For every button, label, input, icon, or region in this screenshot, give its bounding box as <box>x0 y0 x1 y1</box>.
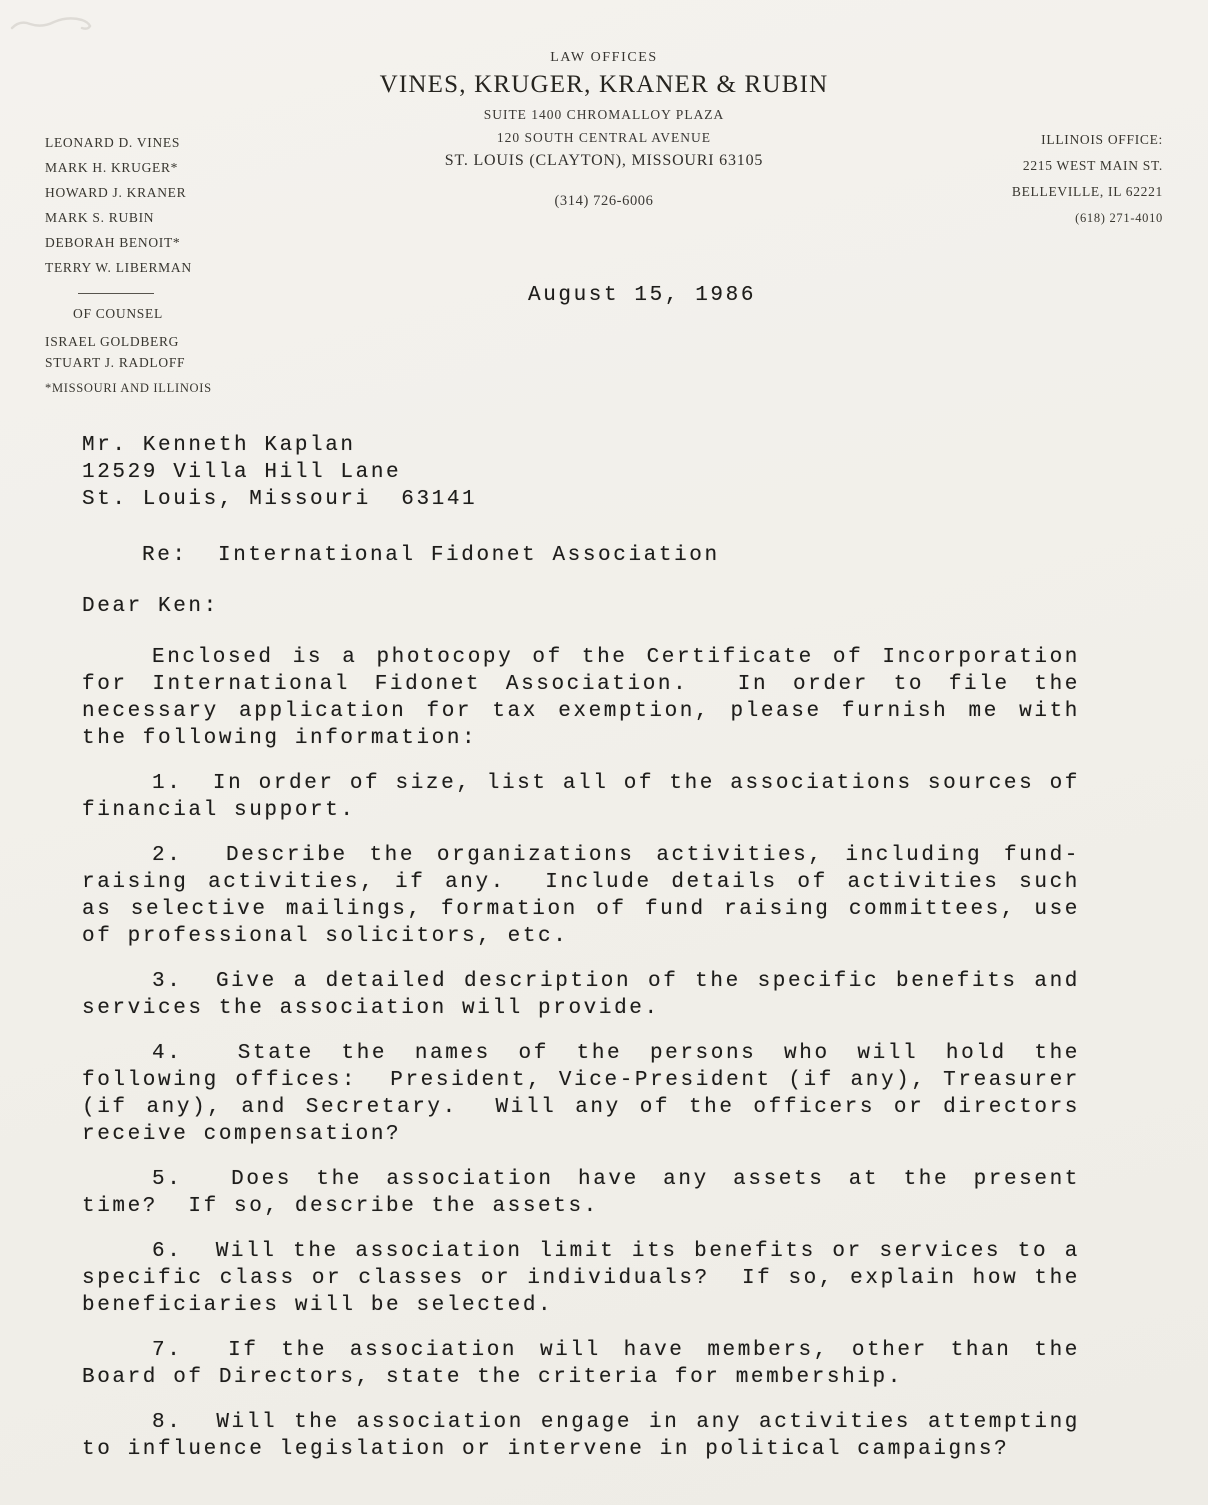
letter-date: August 15, 1986 <box>528 284 757 307</box>
letterhead-firm-name: VINES, KRUGER, KRANER & RUBIN <box>379 71 829 98</box>
of-counsel-label: OF COUNSEL <box>73 306 163 321</box>
re-subject-line: Re: International Fidonet Association <box>142 544 720 567</box>
list-item-3: 3. Give a detailed description of the specific benefits and services the association will provide. <box>82 970 1080 1020</box>
recipient-city: St. Louis, Missouri 63141 <box>82 488 478 511</box>
letterhead-suite: SUITE 1400 CHROMALLOY PLAZA <box>483 107 725 122</box>
of-counsel-name: STUART J. RADLOFF <box>45 355 186 370</box>
illinois-office-city: BELLEVILLE, IL 62221 <box>1011 184 1163 199</box>
intro-paragraph: Enclosed is a photocopy of the Certificate of Incorporation for International Fidonet Association. In order to file the necessary application for tax exemption, please furnish me with the following information: <box>82 646 1080 750</box>
letterhead-street: 120 SOUTH CENTRAL AVENUE <box>496 130 712 145</box>
illinois-office-street: 2215 WEST MAIN ST. <box>1022 158 1163 173</box>
attorney-list <box>45 130 212 396</box>
illinois-office-phone: (618) 271-4010 <box>1075 211 1163 225</box>
recipient-street: 12529 Villa Hill Lane <box>82 461 402 484</box>
of-counsel-name: ISRAEL GOLDBERG <box>45 334 180 349</box>
attorney-name: DEBORAH BENOIT* <box>45 235 181 250</box>
pencil-scribble-mark <box>6 6 116 42</box>
attorney-name: TERRY W. LIBERMAN <box>45 260 192 275</box>
of-counsel-divider <box>78 293 154 294</box>
list-item-1: 1. In order of size, list all of the associations sources of financial support. <box>82 772 1080 822</box>
illinois-office-label: ILLINOIS OFFICE: <box>1041 132 1163 147</box>
letterhead-office-type: LAW OFFICES <box>550 50 658 65</box>
illinois-office-block <box>1012 127 1163 231</box>
list-item-6: 6. Will the association limit its benefits or services to a specific class or classes or individuals? If so, explain how the beneficiaries will be selected. <box>82 1240 1080 1317</box>
attorney-name: LEONARD D. VINES <box>45 135 181 150</box>
list-item-2: 2. Describe the organizations activities, including fund-raising activities, if any. Include details of activities such as selective mailings, formation of fund raising committees, use of professional solicitors, etc. <box>82 844 1080 948</box>
attorney-name: MARK H. KRUGER* <box>45 160 179 175</box>
of-counsel-list <box>45 331 212 373</box>
attorney-name: HOWARD J. KRANER <box>45 185 187 200</box>
list-item-5: 5. Does the association have any assets at the present time? If so, describe the assets. <box>82 1168 1080 1218</box>
recipient-name: Mr. Kenneth Kaplan <box>82 434 356 457</box>
attorney-name: MARK S. RUBIN <box>45 210 155 225</box>
list-item-7: 7. If the association will have members, other than the Board of Directors, state the criteria for membership. <box>82 1339 1080 1389</box>
list-item-4: 4. State the names of the persons who will hold the following offices: President, Vice-President (if any), Treasurer (if any), and Secretary. Will any of the officers or directors receive compensation? <box>82 1042 1080 1146</box>
salutation: Dear Ken: <box>82 595 219 618</box>
license-note: *MISSOURI AND ILLINOIS <box>45 381 212 395</box>
letterhead-phone: (314) 726-6006 <box>554 193 654 209</box>
list-item-8: 8. Will the association engage in any activities attempting to influence legislation or intervene in political campaigns? <box>82 1411 1080 1461</box>
recipient-address-block <box>82 432 1080 513</box>
letterhead-city: ST. LOUIS (CLAYTON), MISSOURI 63105 <box>444 152 764 169</box>
letter-body <box>82 432 1080 1463</box>
